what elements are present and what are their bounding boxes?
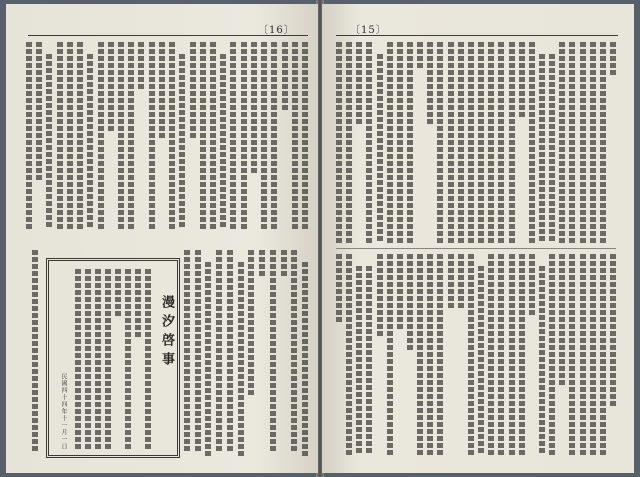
text-column	[128, 42, 134, 229]
text-column	[559, 254, 565, 385]
text-column	[498, 254, 504, 455]
text-column	[539, 266, 545, 453]
text-column	[366, 42, 372, 243]
right-page	[322, 4, 634, 473]
text-column	[282, 42, 288, 110]
text-column	[270, 250, 276, 451]
text-column	[549, 254, 555, 455]
text-column	[478, 266, 484, 453]
text-column	[77, 42, 83, 229]
text-column	[427, 254, 433, 455]
text-column	[200, 42, 206, 229]
text-column	[291, 250, 297, 451]
page-number: 〔16〕	[258, 25, 295, 36]
notice-title: 漫汐啓事	[159, 295, 174, 371]
text-column	[417, 42, 423, 68]
text-column	[407, 42, 413, 243]
text-column	[271, 42, 277, 229]
text-column	[590, 254, 596, 455]
text-column	[302, 42, 308, 229]
text-column	[448, 42, 454, 243]
text-column	[184, 250, 190, 451]
text-column	[437, 42, 443, 243]
text-column	[346, 254, 352, 455]
text-block-lower	[336, 254, 616, 456]
text-column	[251, 42, 257, 173]
text-column	[205, 262, 211, 456]
text-column	[529, 42, 535, 243]
text-column	[302, 262, 308, 456]
text-column	[230, 42, 236, 229]
text-block-lower	[184, 250, 308, 456]
text-column	[580, 42, 586, 243]
text-column	[105, 269, 111, 449]
text-column	[36, 42, 42, 180]
text-column	[590, 42, 596, 243]
text-column	[488, 254, 494, 455]
text-column	[519, 42, 525, 117]
text-column	[427, 42, 433, 124]
text-column	[210, 42, 216, 229]
text-column	[292, 42, 298, 229]
text-column	[138, 42, 144, 89]
text-column	[67, 42, 73, 229]
text-column	[488, 42, 494, 243]
text-column	[529, 254, 535, 315]
text-column	[478, 42, 484, 243]
text-column	[448, 254, 454, 308]
text-column	[610, 254, 616, 406]
text-column	[437, 254, 443, 455]
text-column	[569, 254, 575, 455]
text-column	[85, 269, 91, 449]
text-column	[559, 42, 565, 243]
text-column	[366, 266, 372, 453]
text-column	[356, 266, 362, 453]
notice-box	[46, 258, 180, 458]
text-column	[125, 269, 131, 449]
text-column	[387, 254, 393, 455]
text-block-upper	[336, 42, 616, 242]
page-number: 〔15〕	[350, 25, 387, 36]
text-block-upper	[26, 42, 308, 232]
text-column	[346, 42, 352, 243]
text-column	[75, 269, 81, 449]
text-column	[397, 42, 403, 243]
notice-body	[75, 269, 151, 453]
text-column	[227, 250, 233, 451]
text-column	[387, 42, 393, 243]
text-column	[195, 250, 201, 451]
text-column	[57, 42, 63, 229]
text-column	[377, 254, 383, 336]
text-column	[509, 42, 515, 243]
section-divider	[336, 248, 616, 249]
text-column	[220, 54, 226, 227]
text-column	[569, 42, 575, 243]
text-column	[115, 269, 121, 316]
text-column	[169, 42, 175, 229]
text-column	[519, 254, 525, 455]
text-column	[108, 42, 114, 131]
text-column	[179, 54, 185, 227]
text-column	[87, 54, 93, 227]
text-column	[145, 269, 151, 449]
text-column	[458, 42, 464, 243]
text-column	[98, 42, 104, 229]
text-column	[498, 42, 504, 243]
text-column	[135, 269, 141, 337]
notice-date: 民國四十四年十一月一日	[60, 373, 67, 450]
text-column	[417, 254, 423, 455]
text-block-margin	[26, 250, 38, 456]
text-column	[600, 42, 606, 243]
text-column	[336, 254, 342, 322]
text-column	[580, 254, 586, 455]
text-column	[397, 254, 403, 329]
text-column	[190, 42, 196, 138]
text-column	[600, 254, 606, 455]
text-column	[356, 42, 362, 124]
text-column	[95, 269, 101, 449]
text-column	[46, 54, 52, 227]
text-column	[407, 254, 413, 350]
text-column	[549, 54, 555, 241]
text-column	[539, 54, 545, 241]
text-column	[118, 42, 124, 229]
text-column	[159, 42, 165, 138]
text-column	[248, 250, 254, 395]
text-column	[281, 250, 287, 276]
text-column	[216, 250, 222, 451]
text-column	[32, 250, 38, 451]
text-column	[26, 42, 32, 229]
text-column	[458, 254, 464, 308]
text-column	[241, 42, 247, 229]
text-column	[610, 42, 616, 75]
text-column	[149, 42, 155, 229]
text-column	[336, 42, 342, 243]
text-column	[261, 42, 267, 229]
left-page	[6, 4, 318, 473]
text-column	[377, 54, 383, 241]
text-column	[468, 254, 474, 455]
text-column	[468, 42, 474, 243]
text-column	[238, 262, 244, 456]
text-column	[509, 254, 515, 455]
text-column	[259, 250, 265, 276]
